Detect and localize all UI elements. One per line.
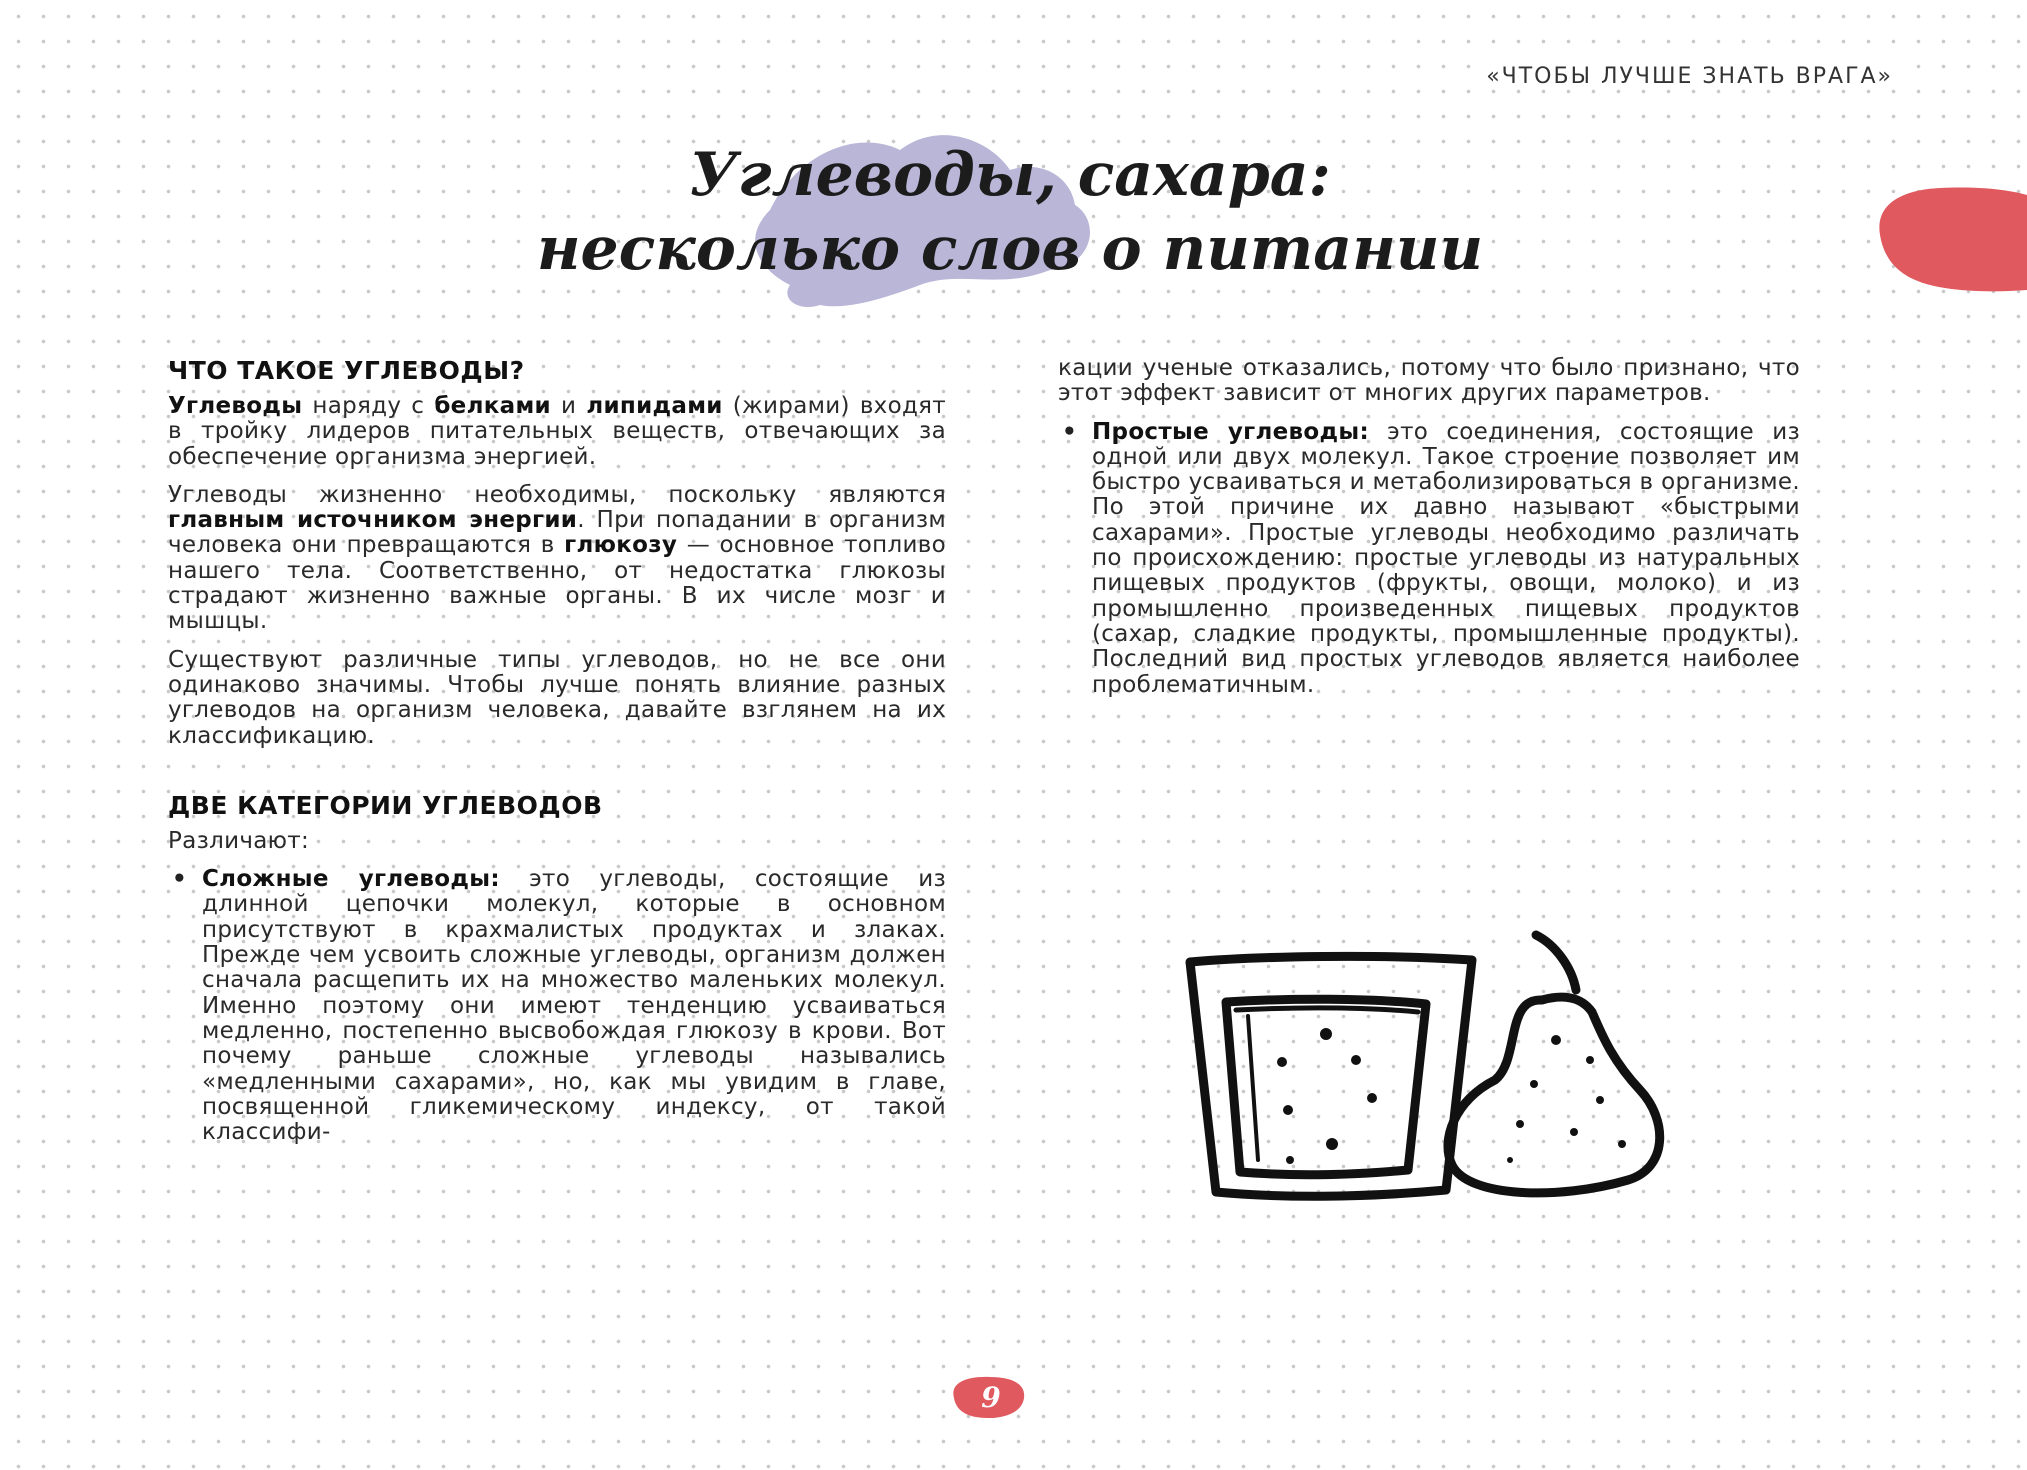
list-item-complex-carbs: • Сложные углеводы: это углеводы, состоящие из длинной цепочки молекул, которые в основном присутствуют в крахмалистых продуктах и злаках. Прежде чем усвоить сложные углеводы, организм должен сначала расщепить их на множество маленьких молекул. Именно поэтому они имеют тенденцию усваиваться медленно, постепенно высвобождая глюкозу в крови. Вот почему раньше сложные углеводы назывались «медленными сахарами», но, как мы увидим в главе, посвященной гликемическому индексу, от такой классифи- — [172, 866, 946, 1146]
term-lipids: липидами — [586, 393, 723, 419]
section-heading-what-are-carbs: ЧТО ТАКОЕ УГЛЕВОДЫ? — [168, 356, 525, 385]
term-carbs: Углеводы — [168, 393, 303, 419]
term-glucose: глюкозу — [564, 532, 678, 559]
paragraph-intro: Углеводы наряду с белками и липидами (жирами) входят в тройку лидеров питательных веществ, отвечающих за обеспечение организма энергией. — [168, 393, 946, 470]
page-title-line2: несколько слов о питании — [536, 214, 1484, 284]
term-proteins: белками — [434, 393, 551, 419]
term-complex-carbs: Сложные углеводы: — [202, 866, 500, 893]
term-energy-source: главным источником энергии — [168, 507, 578, 534]
section-heading-two-categories: ДВЕ КАТЕГОРИИ УГЛЕВОДОВ — [168, 790, 603, 820]
paragraph-continuation: кации ученые отказались, потому что было признано, что этот эффект зависит от многих других параметров. — [1058, 355, 1800, 407]
list-item-simple-carbs: • Простые углеводы: это соединения, состоящие из одной или двух молекул. Такое строение позволяет им быстро усваиваться и метаболизироваться в организме. По этой причине их давно называют «быстрыми сахарами». Простые углеводы необходимо различать по происхождению: простые углеводы из натуральных пищевых продуктов (фрукты, овощи, молоко) и из промышленно произведенных пищевых продуктов (сахар, сладкие продукты, промышленные продукты). Последний вид простых углеводов является наиболее проблематичным. — [1062, 418, 1800, 698]
page-title-line1: Углеводы, сахара: — [689, 140, 1331, 210]
paragraph-types: Существуют различные типы углеводов, но не все они одинаково значимы. Чтобы лучше понять влияние разных углеводов на организм человека, давайте взглянем на их классификацию. — [168, 646, 946, 749]
term-simple-carbs: Простые углеводы: — [1092, 418, 1369, 445]
bullet-dot: • — [172, 866, 188, 893]
running-head: «ЧТОБЫ ЛУЧШЕ ЗНАТЬ ВРАГА» — [1482, 64, 1897, 89]
paragraph-distinguish: Различают: — [168, 827, 310, 854]
paragraph-energy: Углеводы жизненно необходимы, поскольку являются главным источником энергии. При попадании в организм человека они превращаются в глюкозу — основное топливо нашего тела. Соответственно, от недостатка глюкозы страдают жизненно важные органы. В их числе мозг и мышцы. — [168, 481, 947, 635]
page-number: 9 — [981, 1381, 1001, 1414]
bullet-dot: • — [1062, 418, 1078, 445]
